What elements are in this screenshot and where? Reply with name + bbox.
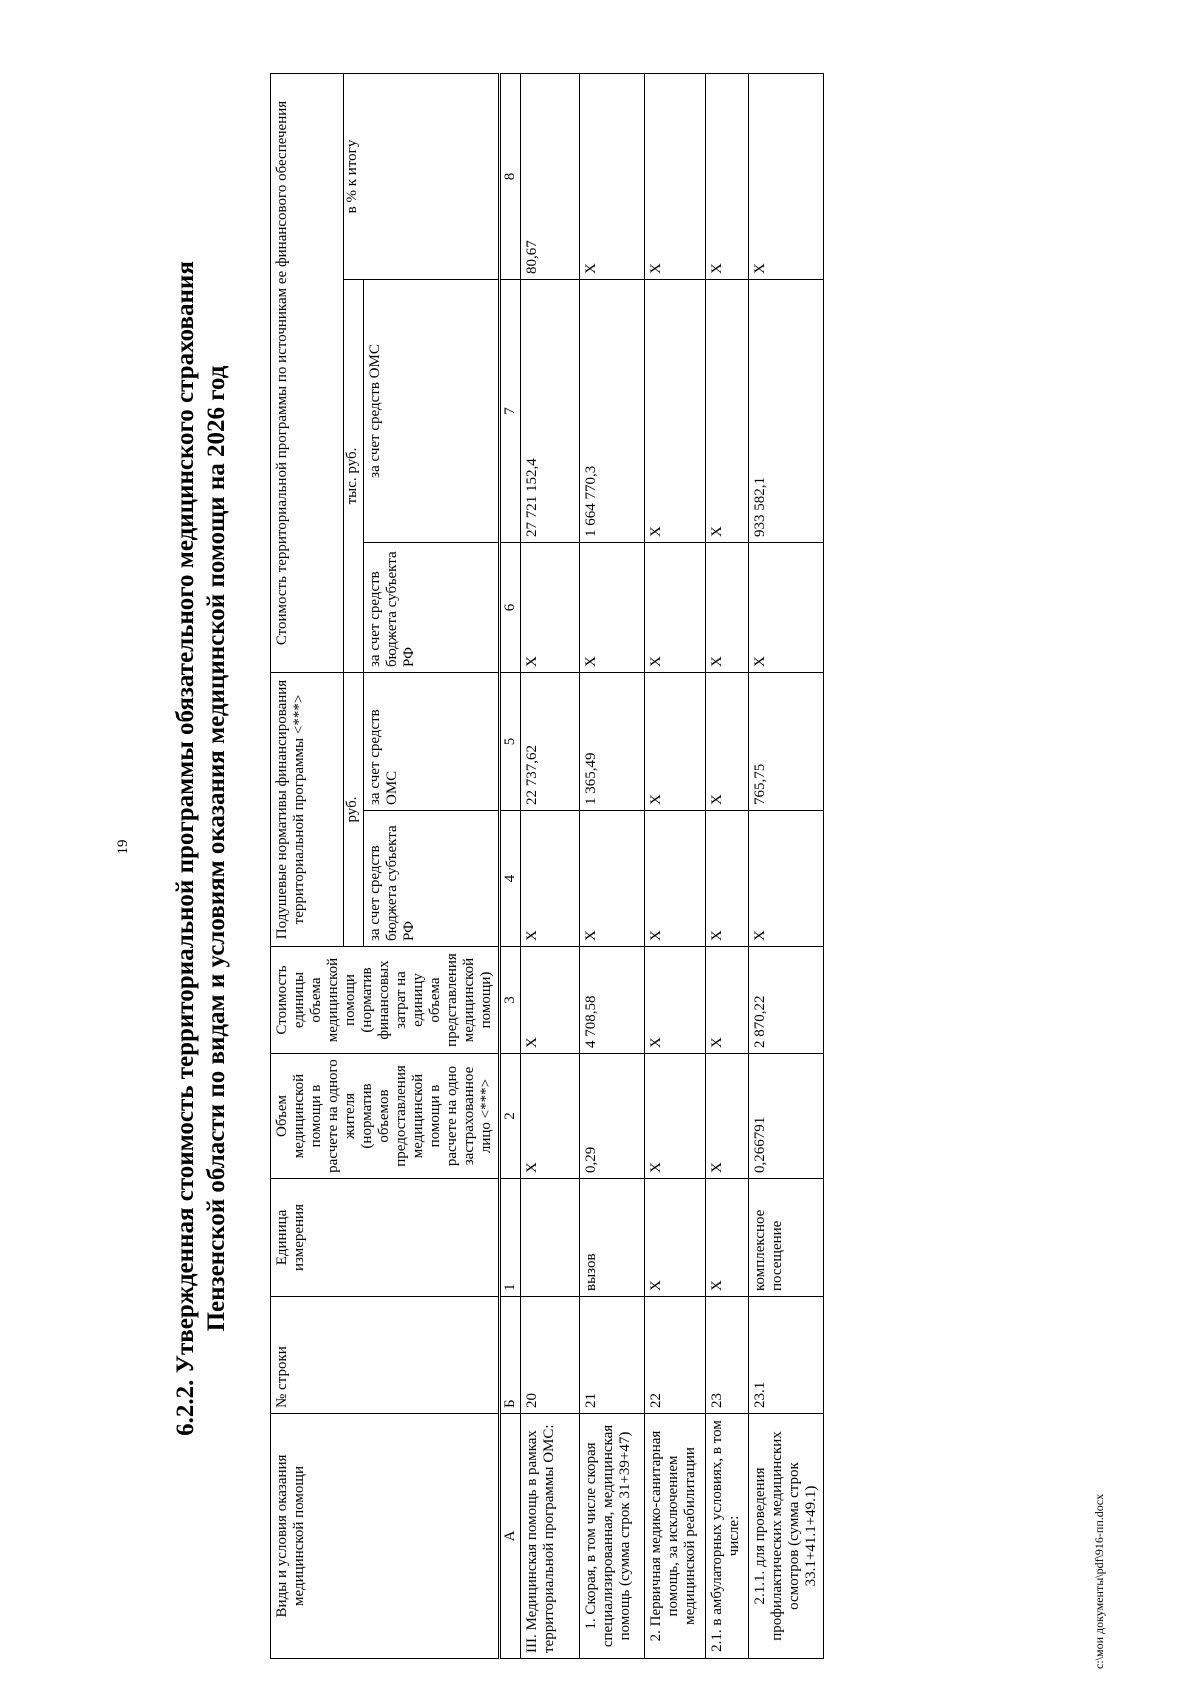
row-cost-budget: X [645, 543, 706, 673]
header-col-2: Объем медицинской помощи в расчете на одного жителя (норматив объемов предоставления медицинской помощи в расчете на одно застрахованное лицо <***> [271, 1054, 500, 1179]
row-line-number: 23 [706, 1297, 749, 1414]
row-volume: X [521, 1054, 580, 1179]
header-cost-unit: тыс. руб. [344, 280, 364, 673]
row-norm-oms: X [706, 673, 749, 811]
row-cost-budget: X [521, 543, 580, 673]
column-number: 8 [500, 73, 521, 279]
row-unit: комплексное посещение [749, 1179, 824, 1297]
header-col-5: за счет средств ОМС [364, 673, 500, 811]
header-col-7: за счет средств ОМС [364, 280, 500, 543]
row-norm-budget: X [521, 811, 580, 947]
row-unit: X [645, 1179, 706, 1297]
column-number: 2 [500, 1054, 521, 1179]
table-row [580, 73, 645, 1658]
row-name: 2.1. в амбулаторных условиях, в том числе: [706, 1414, 749, 1659]
page-number: 19 [115, 839, 131, 855]
row-line-number: 21 [580, 1297, 645, 1414]
row-unit [521, 1179, 580, 1297]
column-number: 3 [500, 947, 521, 1054]
row-unit-cost: 2 870,22 [749, 947, 824, 1054]
header-col-1: Единица измерения [271, 1179, 500, 1297]
column-number: 6 [500, 543, 521, 673]
row-name: 1. Скорая, в том числе скорая специализированная, медицинская помощь (сумма строк 31+39+47) [580, 1414, 645, 1659]
file-path-footer: c:\мои документы\pdf\916-пп.docx [1092, 1493, 1106, 1669]
row-norm-budget: X [706, 811, 749, 947]
row-cost-oms: X [706, 280, 749, 543]
row-volume: 0,266791 [749, 1054, 824, 1179]
row-cost-budget: X [580, 543, 645, 673]
row-line-number: 23.1 [749, 1297, 824, 1414]
table-row [706, 73, 749, 1658]
row-volume: X [645, 1054, 706, 1179]
row-norm-budget: X [580, 811, 645, 947]
row-percent: 80,67 [521, 73, 580, 279]
column-number: 4 [500, 811, 521, 947]
row-name: 2. Первичная медико-санитарная помощь, за исключением медицинской реабилитации [645, 1414, 706, 1659]
row-unit: X [706, 1179, 749, 1297]
row-cost-budget: X [706, 543, 749, 673]
table-row [645, 73, 706, 1658]
row-cost-budget: X [749, 543, 824, 673]
row-percent: X [645, 73, 706, 279]
column-number: Б [500, 1297, 521, 1414]
header-col-8: в % к итогу [344, 73, 500, 279]
header-col-6: за счет средств бюджета субъекта РФ [364, 543, 500, 673]
row-unit-cost: X [706, 947, 749, 1054]
row-cost-oms: 933 582,1 [749, 280, 824, 543]
row-name: III. Медицинская помощь в рамках территориальной программы ОМС: [521, 1414, 580, 1659]
row-norm-oms: 22 737,62 [521, 673, 580, 811]
table-row [749, 73, 824, 1658]
row-unit: вызов [580, 1179, 645, 1297]
row-line-number: 20 [521, 1297, 580, 1414]
header-col-4: за счет средств бюджета субъекта РФ [364, 811, 500, 947]
row-norm-oms: X [645, 673, 706, 811]
row-line-number: 22 [645, 1297, 706, 1414]
column-number: 7 [500, 280, 521, 543]
row-volume: X [706, 1054, 749, 1179]
row-unit-cost: X [645, 947, 706, 1054]
row-norm-oms: 765,75 [749, 673, 824, 811]
header-group-cost: Стоимость территориальной программы по источникам ее финансового обеспечения [271, 73, 344, 672]
row-cost-oms: 27 721 152,4 [521, 280, 580, 543]
document-title [170, 40, 232, 1657]
header-group-norms: Подушевые нормативы финансирования территориальной программы <***> [271, 673, 344, 947]
row-norm-budget: X [749, 811, 824, 947]
row-percent: X [580, 73, 645, 279]
row-percent: X [749, 73, 824, 279]
column-number: А [500, 1414, 521, 1659]
row-unit-cost: 4 708,58 [580, 947, 645, 1054]
title-line-2: Пензенской области по видам и условиям оказания медицинской помощи на 2026 год [203, 365, 230, 1332]
row-volume: 0,29 [580, 1054, 645, 1179]
row-norm-budget: X [645, 811, 706, 947]
header-col-a: Виды и условия оказания медицинской помощи [271, 1414, 500, 1659]
row-name: 2.1.1. для проведения профилактических медицинских осмотров (сумма строк 33.1+41.1+49.1) [749, 1414, 824, 1659]
table-row [521, 73, 580, 1658]
row-percent: X [706, 73, 749, 279]
title-line-1: 6.2.2. Утвержденная стоимость территориальной программы обязательного медицинского страхования [172, 261, 199, 1436]
cost-table [270, 73, 824, 1659]
column-numbers-row [500, 73, 521, 1658]
header-row-top [271, 73, 344, 1658]
header-col-b: № строки [271, 1297, 500, 1414]
header-col-3: Стоимость единицы объема медицинской помощи (норматив финансовых затрат на единицу объема представления медицинской помощи) [271, 947, 500, 1054]
row-cost-oms: 1 664 770,3 [580, 280, 645, 543]
column-number: 5 [500, 673, 521, 811]
row-norm-oms: 1 365,49 [580, 673, 645, 811]
header-norms-unit: руб. [344, 673, 364, 947]
row-unit-cost: X [521, 947, 580, 1054]
row-cost-oms: X [645, 280, 706, 543]
column-number: 1 [500, 1179, 521, 1297]
